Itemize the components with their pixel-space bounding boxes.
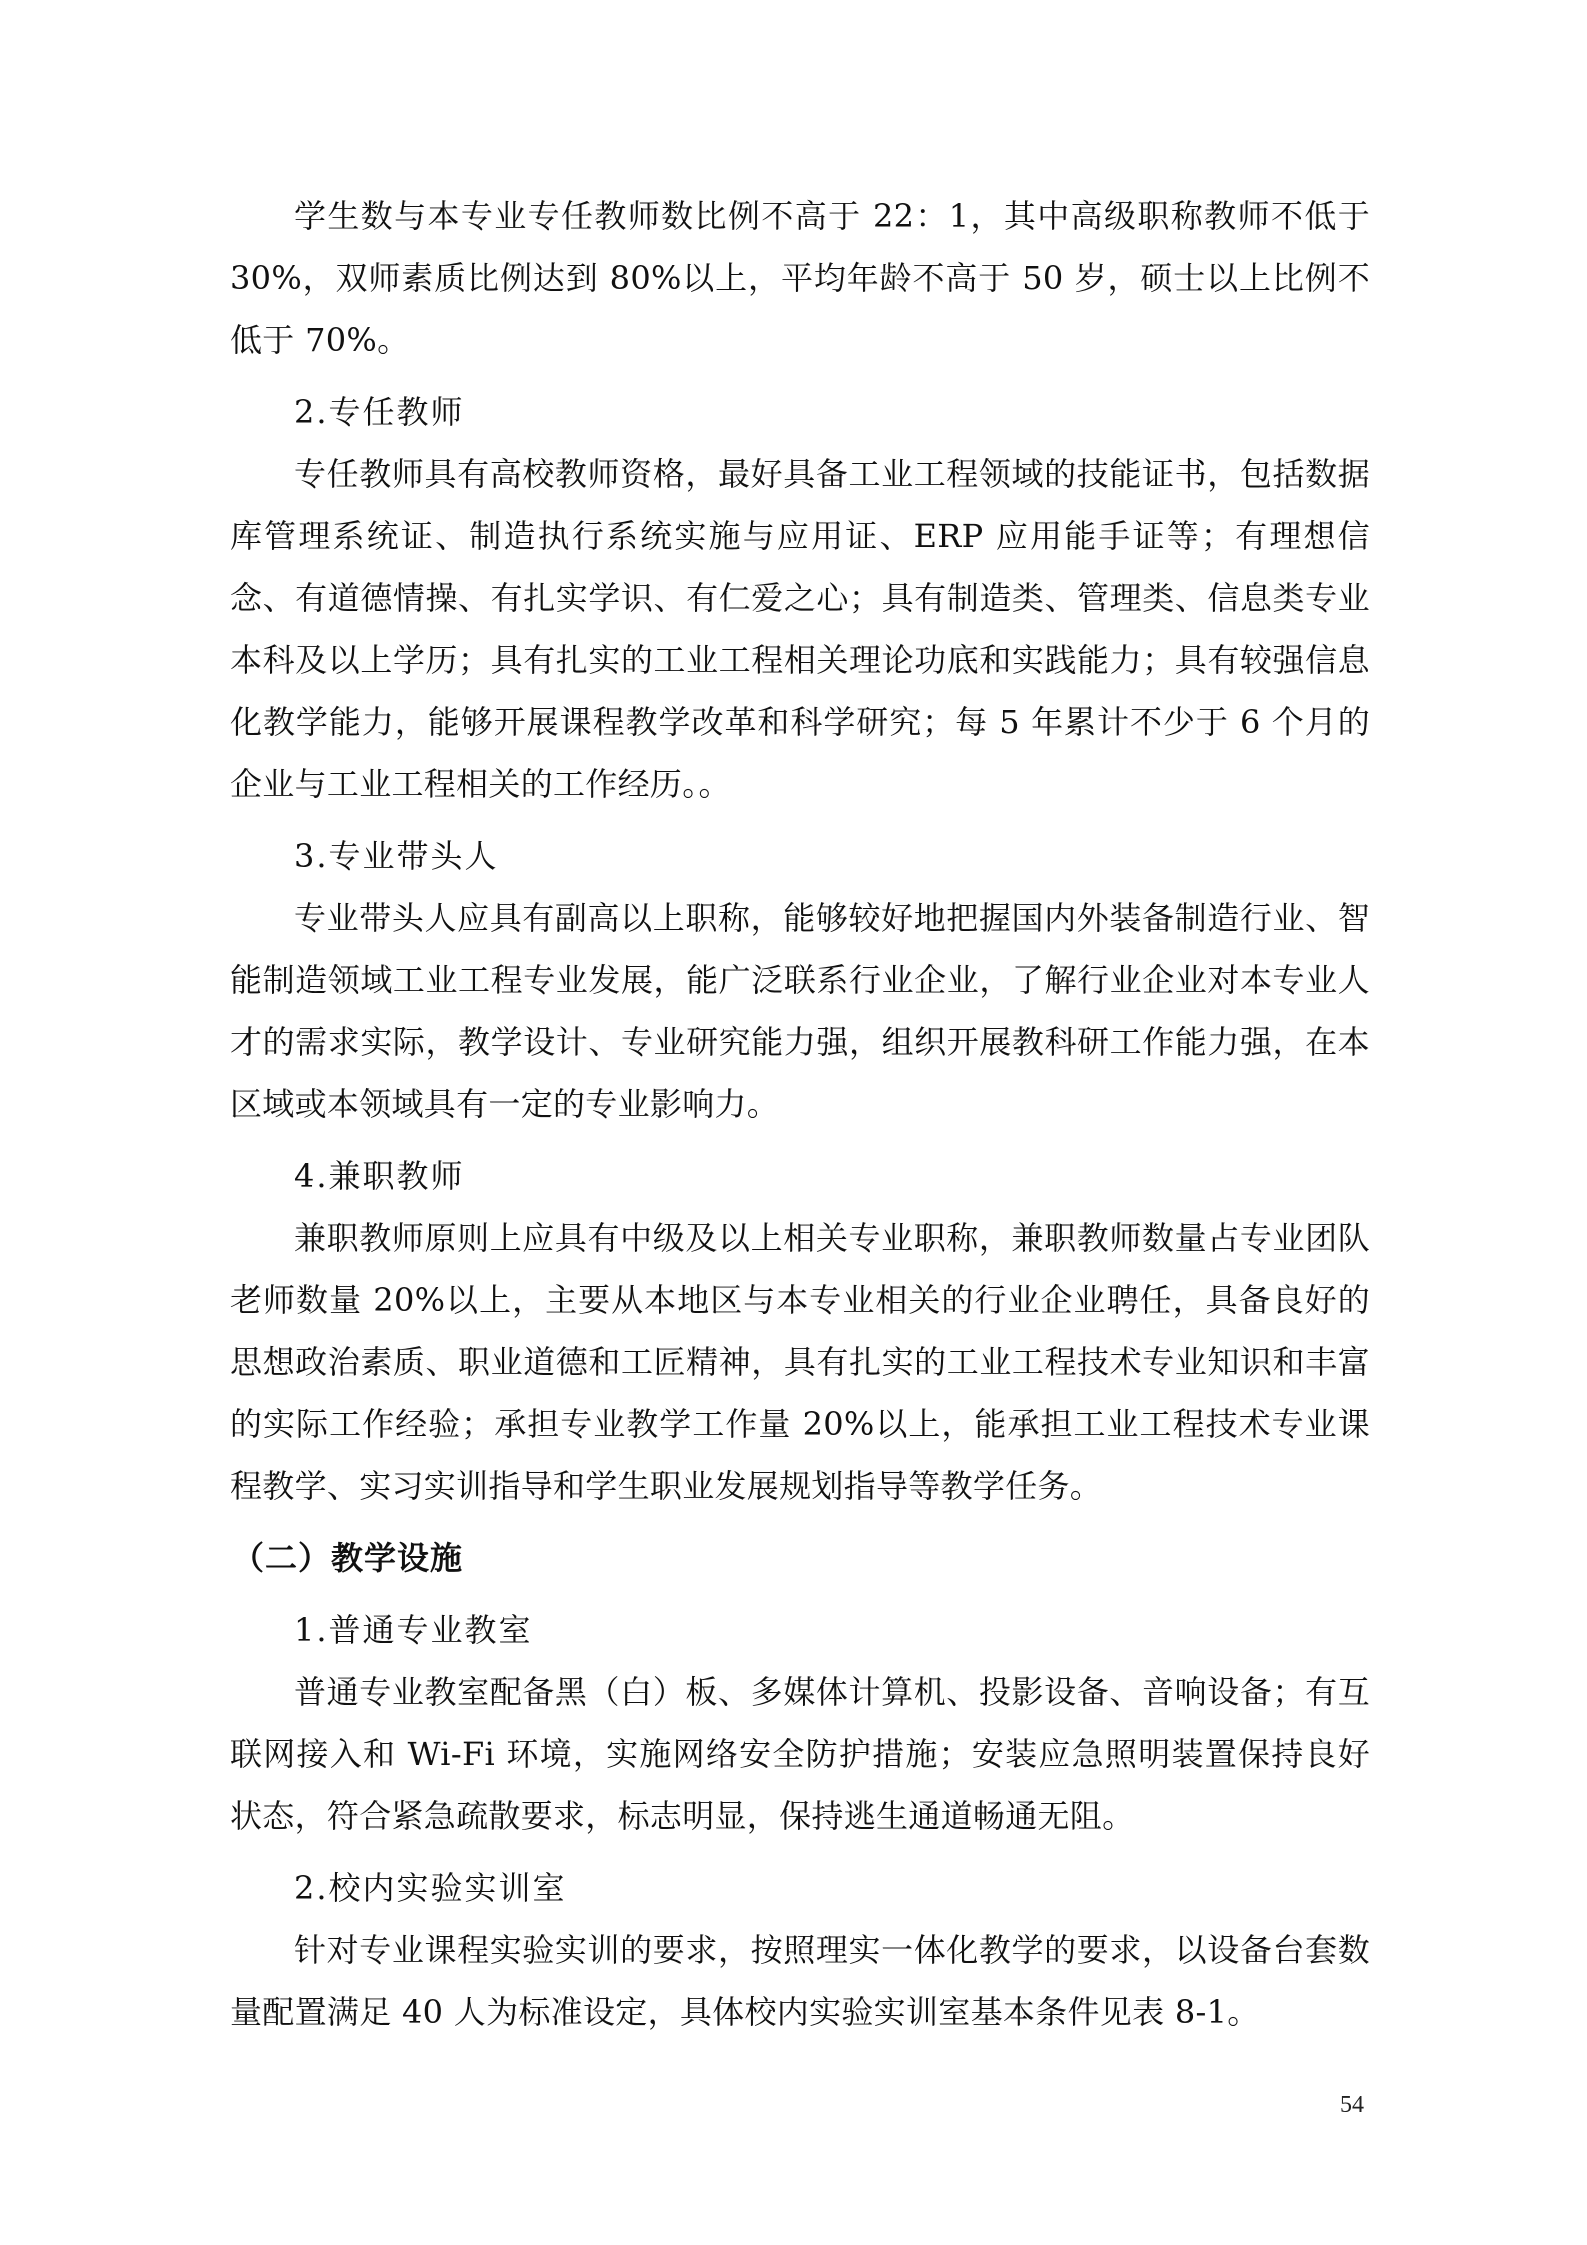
heading-program-leader: 3.专业带头人 xyxy=(294,837,499,875)
section-title-teaching-facilities: （二）教学设施 xyxy=(232,1539,464,1577)
intro-paragraph: 学生数与本专业专任教师数比例不高于 22：1，其中高级职称教师不低于 30%，双师素质比例达到 80%以上，平均年龄不高于 50 岁，硕士以上比例不低于 70%。 xyxy=(230,197,1370,359)
paragraph-program-leader: 专业带头人应具有副高以上职称，能够较好地把握国内外装备制造行业、智能制造领域工业工程专业发展，能广泛联系行业企业，了解行业企业对本专业人才的需求实际，教学设计、专业研究能力强，组织开展教科研工作能力强，在本区域或本领域具有一定的专业影响力。 xyxy=(230,899,1370,1123)
heading-training-lab: 2.校内实验实训室 xyxy=(294,1869,567,1907)
paragraph-regular-classroom: 普通专业教室配备黑（白）板、多媒体计算机、投影设备、音响设备；有互联网接入和 Wi-Fi 环境，实施网络安全防护措施；安装应急照明装置保持良好状态，符合紧急疏散要求，标志明显，保持逃生通道畅通无阻。 xyxy=(230,1673,1370,1835)
paragraph-full-time-teachers: 专任教师具有高校教师资格，最好具备工业工程领域的技能证书，包括数据库管理系统证、制造执行系统实施与应用证、ERP 应用能手证等；有理想信念、有道德情操、有扎实学识、有仁爱之心；具有制造类、管理类、信息类专业本科及以上学历；具有扎实的工业工程相关理论功底和实践能力；具有较强信息化教学能力，能够开展课程教学改革和科学研究；每 5 年累计不少于 6 个月的企业与工业工程相关的工作经历。。 xyxy=(230,455,1370,803)
heading-part-time-teachers: 4.兼职教师 xyxy=(294,1157,465,1195)
paragraph-part-time-teachers: 兼职教师原则上应具有中级及以上相关专业职称，兼职教师数量占专业团队老师数量 20%以上，主要从本地区与本专业相关的行业企业聘任，具备良好的思想政治素质、职业道德和工匠精神，具有扎实的工业工程技术专业知识和丰富的实际工作经验；承担专业教学工作量 20%以上，能承担工业工程技术专业课程教学、实习实训指导和学生职业发展规划指导等教学任务。 xyxy=(230,1219,1370,1505)
heading-regular-classroom: 1.普通专业教室 xyxy=(294,1611,533,1649)
paragraph-training-lab: 针对专业课程实验实训的要求，按照理实一体化教学的要求，以设备台套数量配置满足 40 人为标准设定，具体校内实验实训室基本条件见表 8-1。 xyxy=(230,1931,1370,2031)
heading-full-time-teachers: 2.专任教师 xyxy=(294,393,465,431)
page-content xyxy=(230,185,1370,2043)
page-number: 54 xyxy=(1340,2092,1364,2118)
